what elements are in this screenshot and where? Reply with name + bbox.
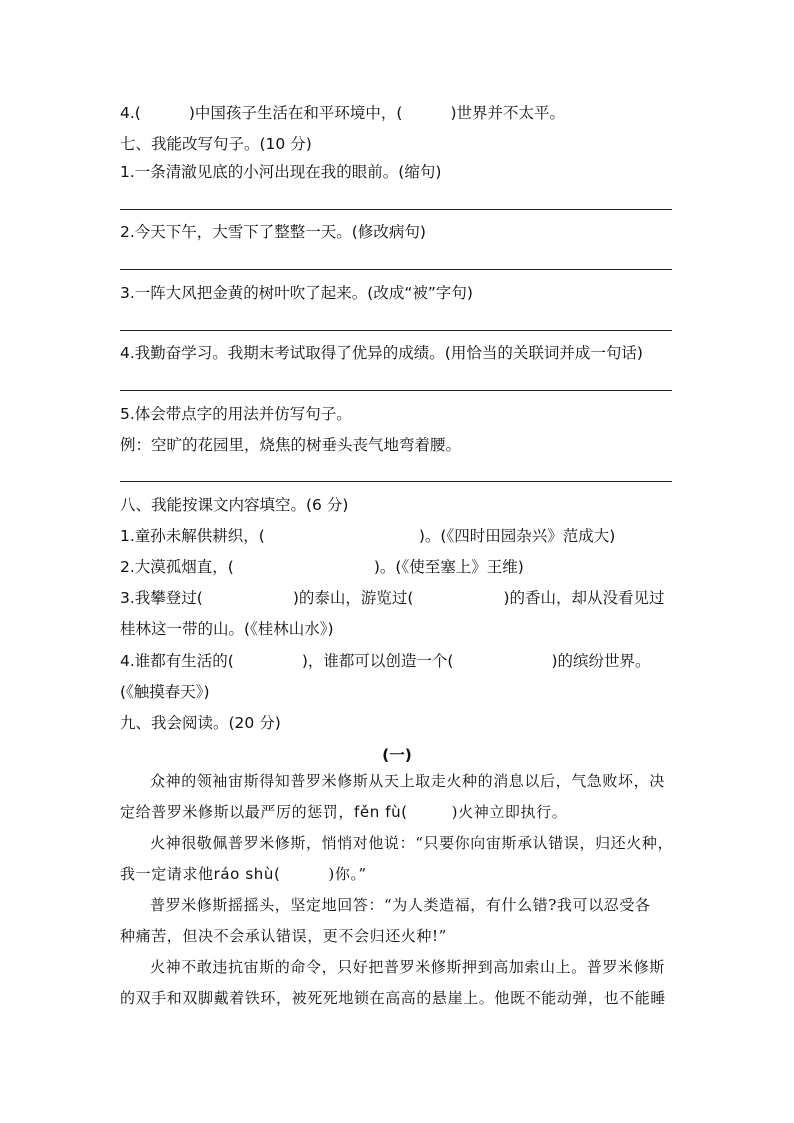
sec8-item-2 (120, 557, 524, 577)
sec8-item-4-a: 4.谁都有生活的( (120, 652, 234, 670)
sec8-item-4 (120, 651, 651, 671)
passage-part-label: (一) (382, 746, 412, 764)
sec8-item-3 (120, 588, 665, 608)
passage-line (120, 864, 367, 884)
sec7-item-1: 1.一条清澈见底的小河出现在我的眼前。(缩句) (120, 163, 442, 181)
q4-part-b: )中国孩子生活在和平环境中，( (188, 104, 403, 122)
passage-text: )你。” (328, 865, 367, 883)
sec8-item-2-a: 2.大漠孤烟直，( (120, 558, 234, 576)
answer-line[interactable] (120, 330, 672, 331)
sec8-item-3-c: )的香山，却从没看见过 (503, 589, 665, 607)
sec7-item-4: 4.我勤奋学习。我期末考试取得了优异的成绩。(用恰当的关联词并成一句话) (120, 344, 643, 362)
answer-line[interactable] (120, 209, 672, 210)
answer-line[interactable] (120, 269, 672, 270)
passage-line: 众神的领袖宙斯得知普罗米修斯从天上取走火种的消息以后，气急败坏，决 (150, 772, 665, 790)
passage-line: 普罗米修斯摇摇头，坚定地回答：“为人类造福，有什么错?我可以忍受各 (150, 896, 651, 914)
sec8-item-3-b: )的泰山，游览过( (292, 589, 414, 607)
passage-line: 的双手和双脚戴着铁环，被死死地锁在高高的悬崖上。他既不能动弹，也不能睡 (120, 989, 667, 1007)
sec8-item-3-a: 3.我攀登过( (120, 589, 203, 607)
q4-part-c: )世界并不太平。 (450, 104, 566, 122)
sec8-item-1-a: 1.童孙未解供耕织，( (120, 527, 265, 545)
sec7-item-2: 2.今天下午，大雪下了整整一天。(修改病句) (120, 223, 426, 241)
q4-part-a: 4.( (120, 104, 141, 122)
pinyin-prompt: ráo shù( (213, 865, 281, 883)
sec8-item-2-b: )。(《使至塞上》王维) (373, 558, 524, 576)
answer-line[interactable] (120, 481, 672, 482)
sec7-example: 例：空旷的花园里，烧焦的树垂头丧气地弯着腰。 (120, 436, 462, 454)
sec7-item-5: 5.体会带点字的用法并仿写句子。 (120, 405, 352, 423)
sec9-title: 九、我会阅读。(20 分) (120, 714, 281, 732)
sec8-item-1-b: )。(《四时田园杂兴》范成大) (418, 527, 616, 545)
passage-line: 火神很敬佩普罗米修斯，悄悄对他说：“只要你向宙斯承认错误，归还火种， (150, 834, 674, 852)
sec8-item-4-cont: (《触摸春天》) (120, 683, 210, 701)
sec8-item-1 (120, 526, 615, 546)
sec7-title: 七、我能改写句子。(10 分) (120, 135, 312, 153)
passage-line (120, 802, 567, 822)
answer-line[interactable] (120, 390, 672, 391)
passage-text: )火神立即执行。 (451, 803, 568, 821)
sec8-item-4-c: )的缤纷世界。 (551, 652, 651, 670)
passage-text: 定给普罗米修斯以最严厉的惩罚， (120, 803, 355, 821)
sec7-item-3: 3.一阵大风把金黄的树叶吹了起来。(改成“被”字句) (120, 284, 473, 302)
sec8-item-4-b: )，谁都可以创造一个( (301, 652, 454, 670)
passage-text: 我一定请求他 (120, 865, 214, 883)
q4-line (120, 103, 565, 123)
passage-line: 种痛苦，但决不会承认错误，更不会归还火种!” (120, 927, 447, 945)
sec8-item-3-cont: 桂林这一带的山。(《桂林山水》) (120, 620, 334, 638)
pinyin-prompt: fěn fù( (354, 803, 408, 821)
passage-line: 火神不敢违抗宙斯的命令，只好把普罗米修斯押到高加索山上。普罗米修斯 (150, 958, 665, 976)
sec8-title: 八、我能按课文内容填空。(6 分) (120, 496, 349, 514)
